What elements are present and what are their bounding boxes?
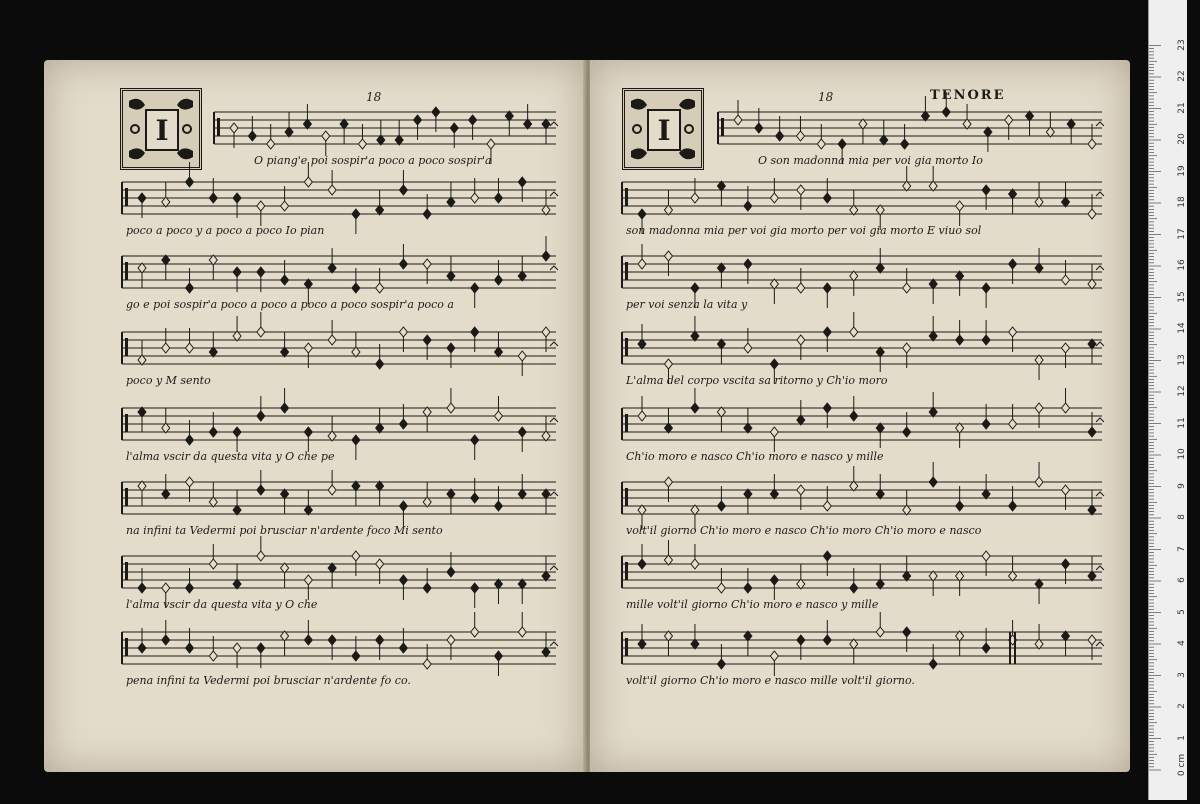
note-head — [423, 335, 431, 345]
note-head — [257, 201, 265, 211]
note-head — [328, 635, 336, 645]
page-number: 18 — [818, 90, 834, 104]
staff — [622, 540, 1104, 604]
note-head — [471, 583, 479, 593]
note-head — [838, 139, 846, 149]
staff — [622, 462, 1104, 530]
note-head — [903, 343, 911, 353]
lyric-line: pena infini ta Vedermi poi brusciar n'ardente fo co. — [126, 674, 411, 687]
ruler-mark: 4 — [1177, 640, 1187, 646]
ruler-mark: 5 — [1177, 608, 1187, 615]
note-head — [186, 283, 194, 293]
note-head — [376, 559, 384, 569]
note-head — [717, 501, 725, 511]
note-head — [734, 115, 742, 125]
note-head — [257, 643, 265, 653]
note-head — [423, 659, 431, 669]
note-head — [956, 501, 964, 511]
page-number: 18 — [366, 90, 382, 104]
lyric-line: O piang'e poi sospir'a poco a poco sospir'a — [254, 154, 492, 167]
note-head — [664, 251, 672, 261]
note-head — [162, 343, 170, 353]
note-head — [1088, 635, 1096, 645]
note-head — [823, 551, 831, 561]
note-head — [755, 123, 763, 133]
note-head — [230, 123, 238, 133]
note-head — [471, 283, 479, 293]
note-head — [186, 583, 194, 593]
note-head — [770, 193, 778, 203]
note-head — [322, 131, 330, 141]
note-head — [903, 427, 911, 437]
ruler-mark: 7 — [1177, 545, 1187, 552]
note-head — [494, 411, 502, 421]
note-head — [186, 343, 194, 353]
note-head — [209, 193, 217, 203]
lyric-line: na infini ta Vedermi poi brusciar n'ardente foco Mi sento — [126, 524, 443, 537]
note-head — [1009, 419, 1017, 429]
ruler-mark: 21 — [1177, 101, 1187, 114]
note-head — [233, 427, 241, 437]
staff — [122, 470, 558, 526]
note-head — [1035, 403, 1043, 413]
note-head — [423, 583, 431, 593]
note-head — [744, 201, 752, 211]
note-head — [717, 659, 725, 669]
note-head — [691, 283, 699, 293]
note-head — [797, 185, 805, 195]
initial-letter: I — [145, 109, 179, 151]
note-head — [823, 193, 831, 203]
note-head — [494, 651, 502, 661]
note-head — [744, 259, 752, 269]
note-head — [257, 327, 265, 337]
note-head — [257, 551, 265, 561]
note-head — [901, 139, 909, 149]
ruler-mark: 1 — [1177, 734, 1187, 741]
lyric-line: l'alma vscir da questa vita y O che pe — [126, 450, 335, 463]
note-head — [1009, 501, 1017, 511]
note-head — [447, 403, 455, 413]
note-head — [797, 485, 805, 495]
ruler-mark: 14 — [1177, 322, 1187, 334]
note-head — [1062, 343, 1070, 353]
note-head — [929, 477, 937, 487]
note-head — [352, 283, 360, 293]
note-head — [447, 567, 455, 577]
note-head — [956, 335, 964, 345]
note-head — [352, 551, 360, 561]
note-head — [450, 123, 458, 133]
note-head — [186, 435, 194, 445]
note-head — [233, 193, 241, 203]
note-head — [399, 327, 407, 337]
note-head — [797, 635, 805, 645]
note-head — [982, 283, 990, 293]
note-head — [664, 477, 672, 487]
note-head — [162, 583, 170, 593]
note-head — [1062, 485, 1070, 495]
note-head — [903, 627, 911, 637]
note-head — [518, 427, 526, 437]
note-head — [186, 177, 194, 187]
note-head — [399, 419, 407, 429]
note-head — [257, 485, 265, 495]
lyric-line: son madonna mia per voi gia morto per voi gia morto E viuo sol — [626, 224, 982, 237]
note-head — [328, 185, 336, 195]
ruler-unit-label: 0 cm — [1177, 753, 1187, 777]
note-head — [233, 643, 241, 653]
note-head — [1088, 139, 1096, 149]
note-head — [1088, 209, 1096, 219]
note-head — [447, 635, 455, 645]
staff — [622, 612, 1104, 676]
note-head — [770, 575, 778, 585]
note-head — [929, 659, 937, 669]
ruler-mark: 22 — [1177, 70, 1187, 82]
note-head — [138, 583, 146, 593]
ruler-mark: 13 — [1177, 353, 1187, 366]
lyric-line: l'alma vscir da questa vita y O che — [126, 598, 318, 611]
note-head — [328, 485, 336, 495]
note-head — [823, 501, 831, 511]
note-head — [432, 107, 440, 117]
note-head — [162, 635, 170, 645]
note-head — [817, 139, 825, 149]
note-head — [770, 651, 778, 661]
note-head — [267, 139, 275, 149]
note-head — [982, 643, 990, 653]
ruler-mark: 18 — [1177, 196, 1187, 208]
note-head — [376, 283, 384, 293]
note-head — [982, 335, 990, 345]
note-head — [469, 115, 477, 125]
note-head — [281, 201, 289, 211]
note-head — [209, 651, 217, 661]
left-page — [44, 60, 584, 772]
note-head — [1009, 327, 1017, 337]
staff — [122, 312, 558, 376]
note-head — [796, 131, 804, 141]
lyric-line: go e poi sospir'a poco a poco a poco a poco sospir'a poco a — [126, 298, 454, 311]
lyric-line: L'alma del corpo vscita sa ritorno y Ch'io moro — [626, 374, 888, 387]
note-head — [257, 267, 265, 277]
note-head — [1005, 115, 1013, 125]
note-head — [209, 559, 217, 569]
note-head — [1088, 427, 1096, 437]
note-head — [281, 275, 289, 285]
note-head — [823, 635, 831, 645]
ruler-mark: 6 — [1177, 577, 1187, 583]
note-head — [304, 427, 312, 437]
running-head: TENORE — [930, 88, 1006, 103]
lyric-line: volt'il giorno Ch'io moro e nasco mille volt'il giorno. — [626, 674, 915, 687]
note-head — [823, 403, 831, 413]
note-head — [850, 327, 858, 337]
note-head — [638, 259, 646, 269]
lyric-line: poco a poco y a poco a poco Io pian — [126, 224, 325, 237]
note-head — [542, 251, 550, 261]
note-head — [304, 177, 312, 187]
note-head — [209, 427, 217, 437]
note-head — [138, 193, 146, 203]
note-head — [399, 185, 407, 195]
measurement-ruler — [1148, 0, 1187, 800]
note-head — [797, 335, 805, 345]
staff — [622, 388, 1104, 452]
note-head — [257, 411, 265, 421]
note-head — [186, 643, 194, 653]
note-head — [471, 193, 479, 203]
note-head — [487, 139, 495, 149]
note-head — [1035, 477, 1043, 487]
note-head — [352, 435, 360, 445]
note-head — [982, 419, 990, 429]
note-head — [770, 427, 778, 437]
note-head — [328, 335, 336, 345]
note-head — [823, 283, 831, 293]
note-head — [423, 209, 431, 219]
note-head — [744, 343, 752, 353]
note-head — [850, 411, 858, 421]
lyric-line: Ch'io moro e nasco Ch'io moro e nasco y mille — [626, 450, 884, 463]
ruler-mark: 15 — [1177, 290, 1187, 303]
note-head — [399, 575, 407, 585]
ruler-mark: 9 — [1177, 482, 1187, 489]
note-head — [664, 359, 672, 369]
lyric-line: mille volt'il giorno Ch'io moro e nasco y mille — [626, 598, 879, 611]
note-head — [850, 583, 858, 593]
note-head — [399, 643, 407, 653]
initial-letter: I — [647, 109, 681, 151]
note-head — [1009, 259, 1017, 269]
note-head — [956, 201, 964, 211]
note-head — [518, 177, 526, 187]
note-head — [399, 501, 407, 511]
note-head — [352, 209, 360, 219]
note-head — [471, 327, 479, 337]
note-head — [471, 493, 479, 503]
note-head — [982, 185, 990, 195]
note-head — [1062, 275, 1070, 285]
note-head — [281, 403, 289, 413]
note-head — [542, 327, 550, 337]
note-head — [770, 359, 778, 369]
note-head — [304, 343, 312, 353]
note-head — [376, 635, 384, 645]
note-head — [823, 327, 831, 337]
note-head — [399, 259, 407, 269]
note-head — [518, 351, 526, 361]
note-head — [876, 627, 884, 637]
note-head — [717, 583, 725, 593]
note-head — [638, 209, 646, 219]
note-head — [138, 643, 146, 653]
note-head — [691, 559, 699, 569]
note-head — [471, 627, 479, 637]
ruler-mark: 19 — [1177, 164, 1187, 177]
note-head — [518, 627, 526, 637]
note-head — [744, 583, 752, 593]
note-head — [304, 575, 312, 585]
note-head — [358, 139, 366, 149]
note-head — [1062, 559, 1070, 569]
lyric-line: poco y M sento — [126, 374, 211, 387]
note-head — [186, 477, 194, 487]
note-head — [471, 435, 479, 445]
note-head — [352, 651, 360, 661]
right-page — [590, 60, 1130, 772]
note-head — [797, 283, 805, 293]
note-head — [942, 107, 950, 117]
ruler-mark: 16 — [1177, 259, 1187, 271]
note-head — [494, 193, 502, 203]
note-head — [304, 635, 312, 645]
ruler-mark: 11 — [1177, 416, 1187, 429]
note-head — [903, 283, 911, 293]
note-head — [494, 501, 502, 511]
ruler-mark: 17 — [1177, 227, 1187, 240]
ruler-mark: 2 — [1177, 703, 1187, 709]
ruler-mark: 3 — [1177, 671, 1187, 678]
note-head — [376, 359, 384, 369]
note-head — [423, 259, 431, 269]
note-head — [233, 267, 241, 277]
note-head — [691, 403, 699, 413]
note-head — [638, 411, 646, 421]
note-head — [776, 131, 784, 141]
note-head — [1062, 403, 1070, 413]
ruler-mark: 20 — [1177, 133, 1187, 145]
ruler-mark: 10 — [1177, 448, 1187, 460]
staff — [122, 612, 558, 676]
note-head — [447, 343, 455, 353]
lyric-line: O son madonna mia per voi gia morto Io — [758, 154, 983, 167]
ruler-mark: 23 — [1177, 38, 1187, 51]
ruler-mark: 8 — [1177, 514, 1187, 520]
lyric-line: per voi senza la vita y — [626, 298, 748, 311]
note-head — [494, 275, 502, 285]
note-head — [414, 115, 422, 125]
note-head — [982, 551, 990, 561]
note-head — [638, 559, 646, 569]
note-head — [248, 131, 256, 141]
lyric-line: volt'il giorno Ch'io moro e nasco Ch'io moro Ch'io moro e nasco — [626, 524, 982, 537]
ruler-mark: 12 — [1177, 385, 1187, 397]
note-head — [691, 193, 699, 203]
